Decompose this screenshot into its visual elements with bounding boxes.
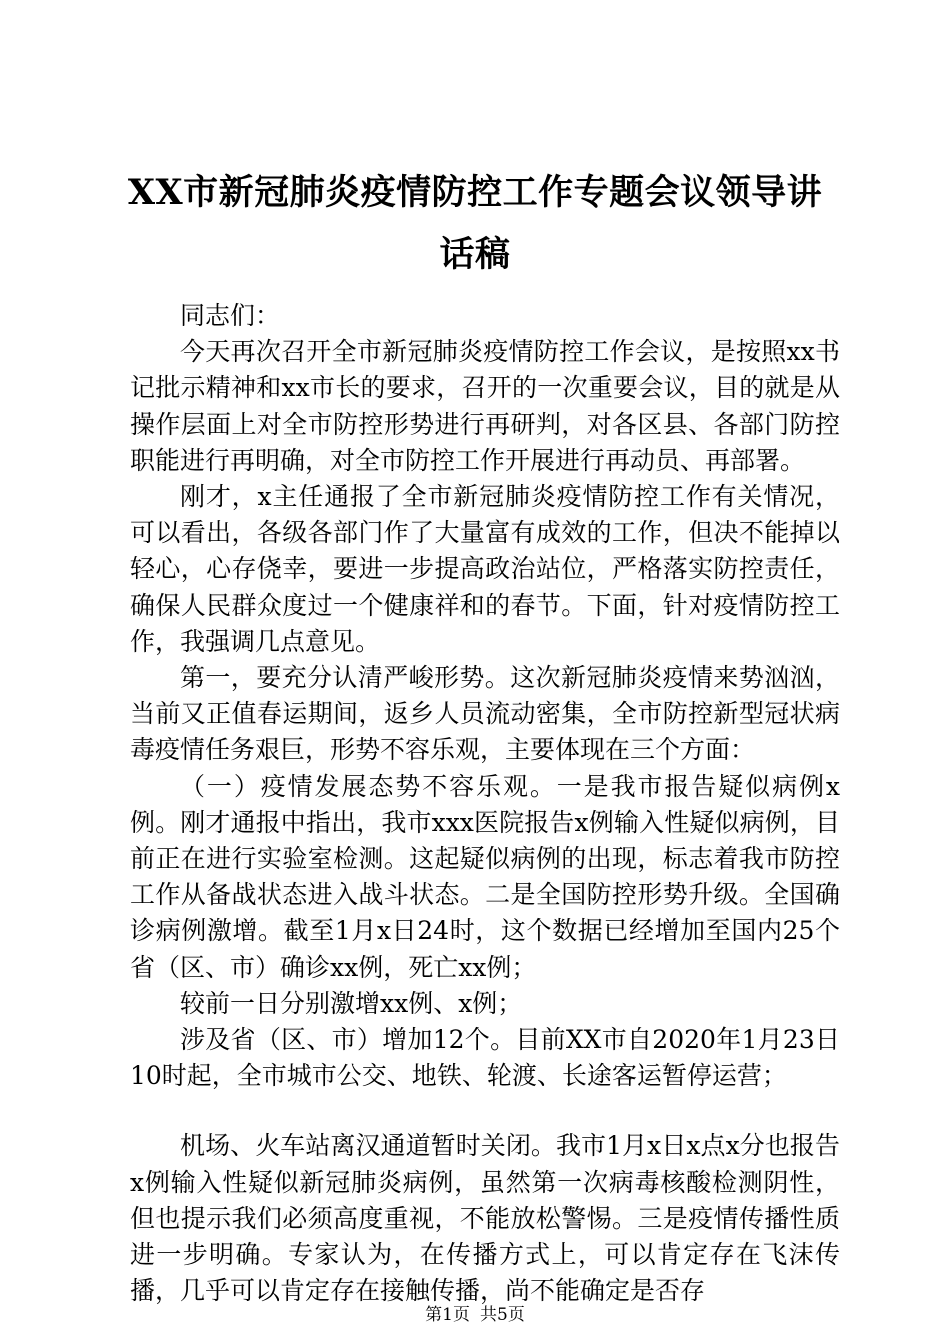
paragraph: 机场、火车站离汉通道暂时关闭。我市1月x日x点x分也报告x例输入性疑似新冠肺炎病例，虽然第一次病毒核酸检测阴性，但也提示我们必须高度重视，不能放松警惕。三是疫情传播性质进一步明确。专家认为，在传播方式上，可以肯定存在飞沫传播，几乎可以肯定存在接触传播，尚不能确定是否存 <box>130 1131 840 1306</box>
page-footer <box>0 1304 950 1326</box>
document-body <box>130 298 840 1309</box>
paragraph: 较前一日分别激增xx例、x例； <box>180 988 523 1018</box>
paragraph: 第一，要充分认清严峻形势。这次新冠肺炎疫情来势汹汹，当前又正值春运期间，返乡人员流动密集，全市防控新型冠状病毒疫情任务艰巨，形势不容乐观，主要体现在三个方面： <box>130 663 840 765</box>
paragraph: 涉及省（区、市）增加12个。目前XX市自2020年1月23日10时起，全市城市公交、地铁、轮渡、长途客运暂停运营； <box>130 1025 840 1091</box>
paragraph: 刚才，x主任通报了全市新冠肺炎疫情防控工作有关情况，可以看出，各级各部门作了大量富有成效的工作，但决不能掉以轻心，心存侥幸，要进一步提高政治站位，严格落实防控责任，确保人民群众度过一个健康祥和的春节。下面，针对疫情防控工作，我强调几点意见。 <box>130 482 840 656</box>
page-total: 共5页 <box>480 1305 525 1325</box>
paragraph: （一）疫情发展态势不容乐观。一是我市报告疑似病例x例。刚才通报中指出，我市xxx医院报告x例输入性疑似病例，目前正在进行实验室检测。这起疑似病例的出现，标志着我市防控工作从备战状态进入战斗状态。二是全国防控形势升级。全国确诊病例激增。截至1月x日24时，这个数据已经增加至国内25个省（区、市）确诊xx例，死亡xx例； <box>130 771 840 982</box>
page-number: 第1页 <box>425 1305 470 1325</box>
paragraph: 今天再次召开全市新冠肺炎疫情防控工作会议，是按照xx书记批示精神和xx市长的要求，召开的一次重要会议，目的就是从操作层面上对全市防控形势进行再研判，对各区县、各部门防控职能进行再明确，对全市防控工作开展进行再动员、再部署。 <box>130 337 840 475</box>
document-title: XX市新冠肺炎疫情防控工作专题会议领导讲话稿 <box>127 172 823 275</box>
salutation: 同志们： <box>180 301 281 330</box>
